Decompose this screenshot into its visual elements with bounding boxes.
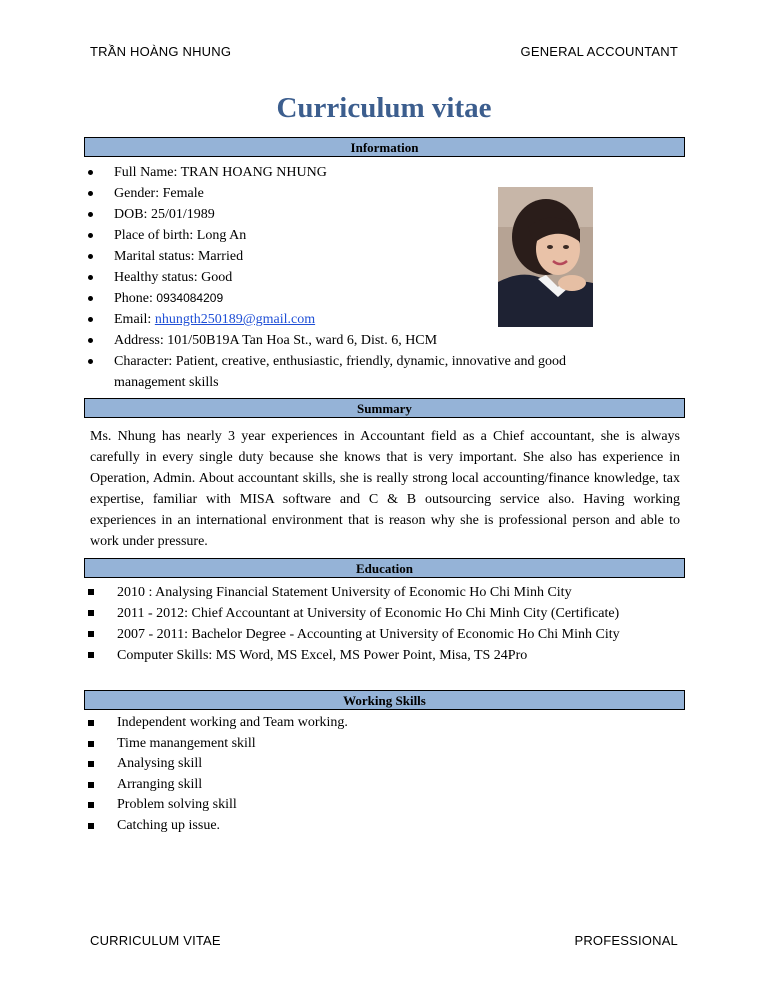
info-character: Character: Patient, creative, enthusiastic, friendly, dynamic, innovative and good — [84, 351, 684, 372]
info-full-name: Full Name: TRAN HOANG NHUNG — [84, 162, 684, 183]
education-list — [84, 582, 684, 666]
summary-text: Ms. Nhung has nearly 3 year experiences in Accountant field as a Chief accountant, she is always carefully in every single duty because she knows that is very important. She also has experience in Operation, Admin. About accountant skills, she is really strong local accounting/finance knowledge, tax expertise, familiar with MISA software and C & B outsourcing service also. Having working experiences in an international environment that is reason why she is professional person and able to work under pressure. — [90, 429, 680, 549]
section-bar-education: Education — [84, 558, 685, 578]
info-healthy-status: Healthy status: Good — [84, 267, 684, 288]
page-title: Curriculum vitae — [276, 92, 492, 124]
portrait-illustration — [498, 187, 593, 327]
list-item: Analysing skill — [84, 754, 684, 775]
working-skills-list — [84, 713, 684, 836]
list-item: Arranging skill — [84, 775, 684, 796]
list-item: Problem solving skill — [84, 795, 684, 816]
list-item: 2010 : Analysing Financial Statement University of Economic Ho Chi Minh City — [84, 582, 684, 603]
info-dob: DOB: 25/01/1989 — [84, 204, 684, 225]
info-gender: Gender: Female — [84, 183, 684, 204]
info-phone — [84, 288, 684, 309]
list-item: Time manangement skill — [84, 734, 684, 755]
header-position: GENERAL ACCOUNTANT — [520, 44, 678, 59]
email-label: Email: — [114, 312, 155, 327]
phone-label: Phone: — [114, 291, 157, 306]
section-bar-summary: Summary — [84, 398, 685, 418]
info-address: Address: 101/50B19A Tan Hoa St., ward 6, Dist. 6, HCM — [84, 330, 684, 351]
list-item: Independent working and Team working. — [84, 713, 684, 734]
footer-left: CURRICULUM VITAE — [90, 933, 221, 948]
header-name: TRẦN HOÀNG NHUNG — [90, 44, 232, 59]
information-list — [84, 162, 684, 393]
email-link[interactable]: nhungth250189@gmail.com — [154, 312, 316, 327]
section-bar-information: Information — [84, 137, 685, 157]
info-character-continued: management skills — [114, 375, 219, 390]
list-item: 2011 - 2012: Chief Accountant at University of Economic Ho Chi Minh City (Certificate) — [84, 603, 684, 624]
info-place-of-birth: Place of birth: Long An — [84, 225, 684, 246]
section-bar-working-skills: Working Skills — [84, 690, 685, 710]
info-marital-status: Marital status: Married — [84, 246, 684, 267]
phone-value: 0934084209 — [156, 291, 224, 305]
footer-right: PROFESSIONAL — [574, 933, 678, 948]
list-item: Catching up issue. — [84, 816, 684, 837]
list-item: Computer Skills: MS Word, MS Excel, MS Power Point, Misa, TS 24Pro — [84, 645, 684, 666]
info-email — [84, 309, 684, 330]
list-item: 2007 - 2011: Bachelor Degree - Accounting at University of Economic Ho Chi Minh City — [84, 624, 684, 645]
profile-photo — [498, 187, 593, 327]
